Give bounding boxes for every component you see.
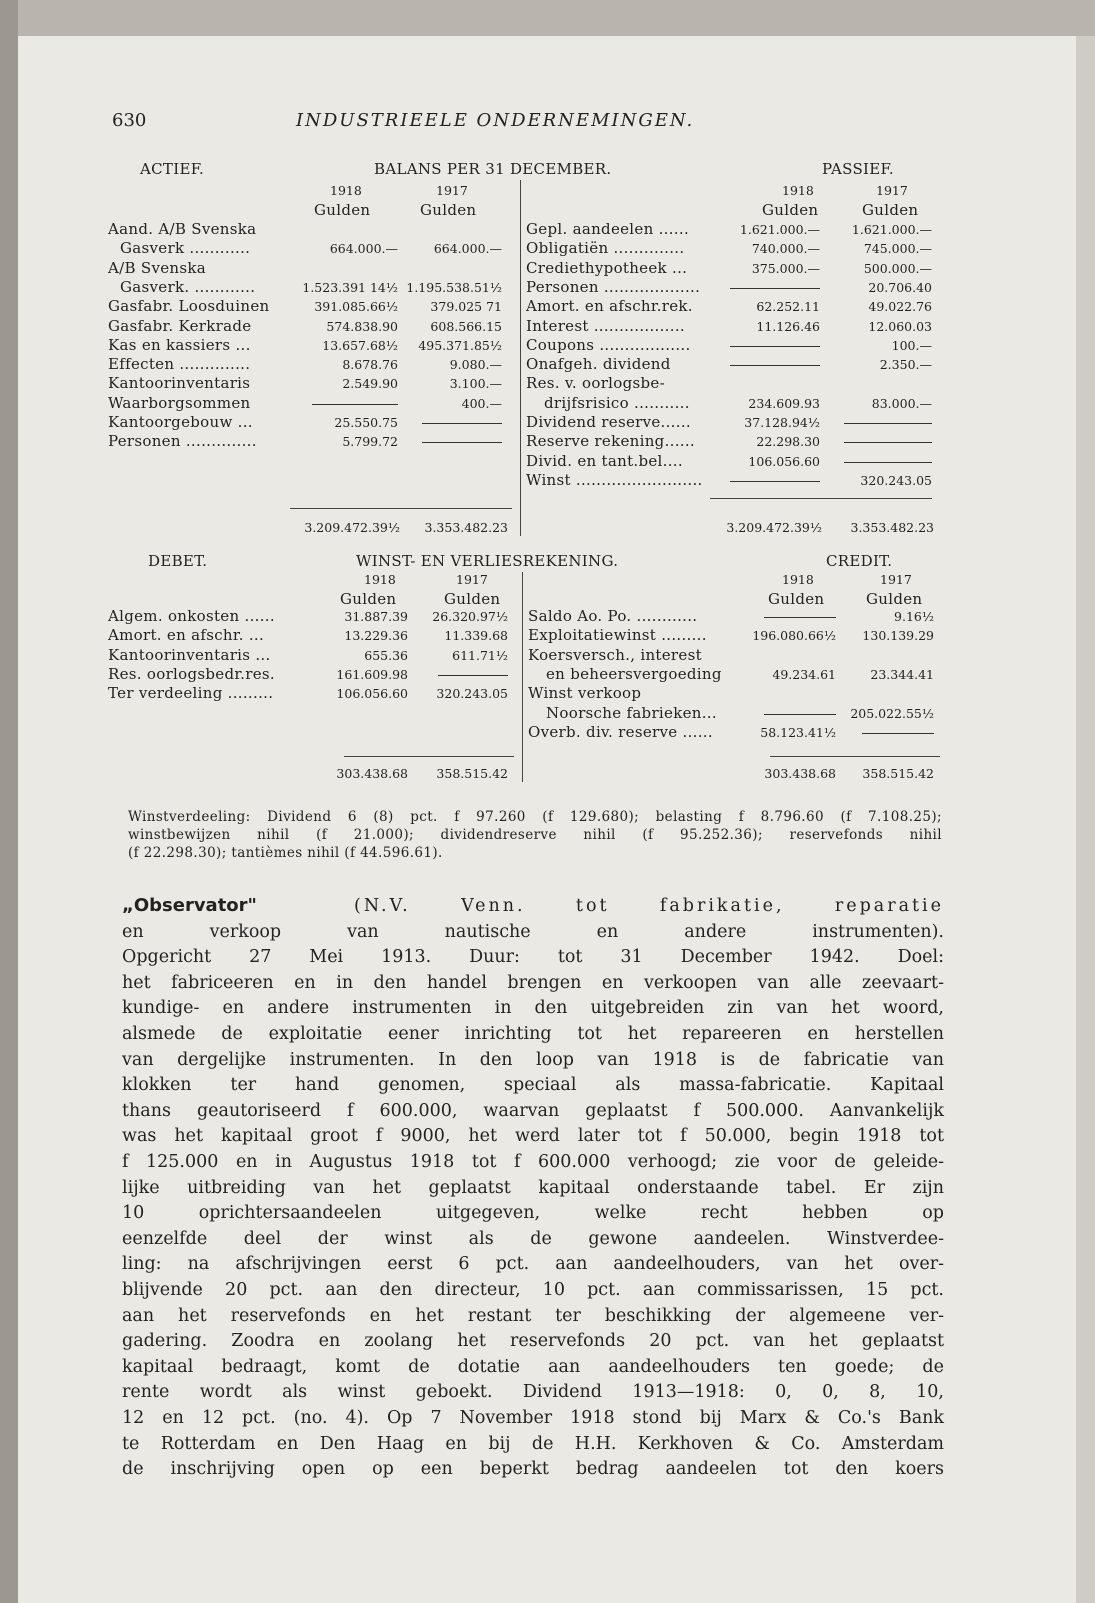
credit-row-label: Winst verkoop (528, 684, 642, 703)
empty-dash (764, 714, 836, 715)
body-line: de inschrijving open op een beperkt bedrag aandeelen tot den koers (122, 1459, 944, 1480)
passief-row-value-1917: 500.000.— (863, 260, 932, 276)
passief-row-label: Personen ................... (526, 277, 701, 296)
debet-label: DEBET. (148, 552, 208, 570)
passief-row-value-1918: 11.126.46 (756, 318, 820, 334)
actief-row-value-1918: 5.799.72 (342, 434, 398, 450)
debet-row-value-1917: 11.339.68 (444, 628, 508, 644)
debet-unit-1917: Gulden (444, 590, 501, 608)
actief-row-label: Effecten .............. (108, 355, 251, 374)
body-line: lijke uitbreiding van het geplaatst kapitaal onderstaande tabel. Er zijn (122, 1177, 944, 1198)
actief-row-value-1917: 495.371.85½ (418, 337, 502, 353)
empty-dash (730, 365, 820, 366)
credit-row-value-1918: 196.080.66½ (752, 628, 836, 644)
passief-year-1917: 1917 (876, 183, 908, 198)
debet-row-label: Ter verdeeling ......... (108, 684, 274, 703)
debet-row-value-1917: 26.320.97½ (432, 609, 508, 624)
credit-row-label: Overb. div. reserve ...... (528, 722, 713, 741)
company-name: „Observator" (122, 895, 257, 916)
actief-year-1918: 1918 (330, 183, 362, 198)
debet-row-label: Algem. onkosten ...... (108, 607, 275, 625)
debet-total-1918: 303.438.68 (336, 766, 408, 781)
actief-row-value-1918: 1.523.391 14½ (302, 279, 398, 295)
passief-row-label: drijfsrisico ........... (544, 393, 690, 412)
actief-row-value-1917: 1.195.538.51½ (406, 279, 502, 295)
credit-row-label: Koersversch., interest (528, 645, 702, 664)
actief-row-value-1917: 400.— (461, 395, 502, 411)
body-line: 10 oprichtersaandeelen uitgegeven, welke recht hebben op (122, 1203, 944, 1224)
passief-row-value-1917: 2.350.— (879, 357, 932, 373)
credit-row-value-1918 (744, 609, 836, 624)
actief-row-label: Gasfabr. Kerkrade (108, 316, 252, 335)
empty-dash (730, 481, 820, 482)
credit-unit-1918: Gulden (768, 590, 825, 608)
credit-row-label: en beheersvergoeding (546, 664, 722, 683)
actief-row-value-1917: 3.100.— (449, 376, 502, 392)
actief-row-value-1918: 664.000.— (329, 241, 398, 257)
body-line: thans geautoriseerd f 600.000, waarvan geplaatst f 500.000. Aanvankelijk (122, 1100, 944, 1121)
actief-year-1917: 1917 (436, 183, 468, 198)
body-line: was het kapitaal groot f 9000, het werd later tot f 50.000, begin 1918 tot (122, 1126, 944, 1147)
body-line: kundige- en andere instrumenten in den uitgebreiden zin van het woord, (122, 998, 944, 1019)
debet-row-label: Kantoorinventaris ... (108, 645, 271, 664)
debet-year-1918: 1918 (364, 572, 396, 587)
actief-total-rule (290, 508, 512, 509)
credit-total-1917: 358.515.42 (862, 766, 934, 781)
credit-total-1918: 303.438.68 (764, 766, 836, 781)
balance-divider (520, 180, 521, 536)
empty-dash (730, 346, 820, 347)
actief-label: ACTIEF. (140, 160, 205, 178)
actief-row-value-1918: 13.657.68½ (322, 337, 398, 353)
passief-row-value-1918 (710, 338, 820, 353)
actief-row-label: Personen .............. (108, 432, 257, 451)
passief-row-value-1918: 37.128.94½ (744, 415, 820, 430)
actief-unit-1918: Gulden (314, 201, 371, 219)
passief-row-value-1917: 100.— (891, 337, 932, 353)
credit-row-value-1917: 23.344.41 (870, 666, 934, 682)
debet-row-label: Amort. en afschr. ... (108, 626, 265, 645)
body-line: kapitaal bedraagt, komt de dotatie aan aandeelhouders ten goede; de (122, 1356, 944, 1377)
body-line: blijvende 20 pct. aan den directeur, 10 pct. aan commissarissen, 15 pct. (122, 1280, 944, 1300)
body-line: aan het reservefonds en het restant ter beschikking der algemeene ver- (122, 1305, 944, 1326)
empty-dash (844, 462, 932, 463)
actief-row-label: A/B Svenska (108, 258, 206, 277)
passief-total-1918: 3.209.472.39½ (726, 520, 822, 535)
passief-row-value-1918: 62.252.11 (756, 299, 820, 315)
empty-dash (844, 423, 932, 424)
body-line: rente wordt als winst geboekt. Dividend 1913—1918: 0, 0, 8, 10, (122, 1382, 944, 1403)
actief-row-value-1918: 8.678.76 (342, 357, 398, 373)
body-line: eenzelfde deel der winst als de gewone aandeelen. Winstverdee- (122, 1228, 944, 1249)
debet-total-1917: 358.515.42 (436, 766, 508, 781)
actief-row-value-1918: 391.085.66½ (314, 299, 398, 315)
passief-row-value-1917: 745.000.— (863, 241, 932, 257)
credit-row-value-1917: 9.16½ (894, 609, 934, 624)
passief-row-value-1917 (824, 434, 932, 449)
actief-row-value-1917 (402, 434, 502, 449)
empty-dash (422, 423, 502, 424)
body-line: het fabriceeren en in den handel brengen en verkoopen van alle zeevaart- (122, 972, 944, 993)
debet-row-value-1917: 320.243.05 (436, 686, 508, 702)
body-line: ling: na afschrijvingen eerst 6 pct. aan aandeelhouders, van het over- (122, 1254, 944, 1275)
debet-row-value-1918: 106.056.60 (336, 686, 408, 702)
actief-row-label: Kantoorinventaris (108, 374, 251, 393)
actief-row-value-1918 (292, 396, 398, 411)
passief-row-value-1917: 1.621.000.— (851, 222, 932, 237)
debet-row-value-1918: 13.229.36 (344, 628, 408, 644)
body-line: van dergelijke instrumenten. In den loop van 1918 is de fabricatie van (122, 1049, 944, 1070)
passief-row-value-1918: 740.000.— (751, 241, 820, 257)
debet-row-label: Res. oorlogsbedr.res. (108, 664, 275, 683)
debet-row-value-1918: 161.609.98 (336, 666, 408, 682)
passief-row-value-1917 (824, 415, 932, 430)
body-line: Opgericht 27 Mei 1913. Duur: tot 31 December 1942. Doel: (122, 947, 944, 968)
passief-row-value-1918: 234.609.93 (748, 395, 820, 411)
actief-row-value-1918: 25.550.75 (334, 415, 398, 430)
body-line: te Rotterdam en Den Haag en bij de H.H. Kerkhoven & Co. Amsterdam (122, 1433, 944, 1454)
actief-row-label: Kantoorgebouw ... (108, 413, 253, 431)
credit-year-1917: 1917 (880, 572, 912, 587)
credit-row-value-1918 (744, 706, 836, 721)
note-line: winstbewijzen nihil (f 21.000); dividendreserve nihil (f 95.252.36); reservefonds nihil (128, 827, 942, 843)
balance-title: BALANS PER 31 DECEMBER. (374, 160, 612, 178)
passief-row-label: Dividend reserve...... (526, 413, 691, 431)
credit-row-label: Noorsche fabrieken... (546, 703, 717, 722)
body-line: klokken ter hand genomen, speciaal als massa-fabricatie. Kapitaal (122, 1075, 944, 1096)
actief-row-label: Gasfabr. Loosduinen (108, 297, 270, 316)
debet-row-value-1918: 655.36 (364, 647, 408, 663)
credit-label: CREDIT. (826, 552, 893, 570)
actief-total-1917: 3.353.482.23 (424, 520, 508, 535)
empty-dash (764, 617, 836, 618)
empty-dash (422, 442, 502, 443)
credit-row-value-1917 (842, 725, 934, 740)
passief-unit-1917: Gulden (862, 201, 919, 219)
passief-total-rule (710, 498, 932, 499)
passief-row-label: Interest .................. (526, 316, 685, 335)
actief-row-label: Gasverk. ............ (120, 277, 256, 296)
actief-row-label: Waarborgsommen (108, 393, 251, 412)
debet-unit-1918: Gulden (340, 590, 397, 608)
credit-year-1918: 1918 (782, 572, 814, 587)
actief-total-1918: 3.209.472.39½ (304, 520, 400, 535)
actief-row-value-1918: 2.549.90 (342, 376, 398, 392)
credit-unit-1917: Gulden (866, 590, 923, 608)
passief-row-value-1918: 1.621.000.— (739, 222, 820, 237)
passief-row-label: Obligatiën .............. (526, 239, 685, 258)
passief-row-value-1917: 20.706.40 (868, 279, 932, 295)
passief-total-1917: 3.353.482.23 (850, 520, 934, 535)
actief-row-label: Aand. A/B Svenska (108, 220, 257, 238)
credit-row-value-1918: 49.234.61 (772, 666, 836, 682)
credit-row-label: Saldo Ao. Po. ............ (528, 607, 698, 625)
credit-row-value-1917: 130.139.29 (862, 628, 934, 644)
body-line: en verkoop van nautische en andere instrumenten). (122, 921, 944, 942)
passief-row-value-1917: 320.243.05 (860, 472, 932, 488)
actief-row-value-1918: 574.838.90 (326, 318, 398, 334)
passief-row-value-1918 (710, 473, 820, 488)
actief-unit-1917: Gulden (420, 201, 477, 219)
passief-row-value-1918 (710, 357, 820, 372)
debet-year-1917: 1917 (456, 572, 488, 587)
debet-row-value-1917 (418, 667, 508, 682)
empty-dash (862, 733, 934, 734)
empty-dash (438, 675, 508, 676)
passief-row-label: Divid. en tant.bel.... (526, 451, 683, 470)
passief-row-label: Crediethypotheek ... (526, 258, 688, 277)
passief-row-value-1917: 12.060.03 (868, 318, 932, 334)
passief-row-label: Amort. en afschr.rek. (526, 297, 693, 316)
passief-label: PASSIEF. (822, 160, 894, 178)
actief-row-label: Gasverk ............ (120, 239, 251, 258)
passief-row-value-1918 (710, 280, 820, 295)
debet-row-value-1917: 611.71½ (452, 647, 508, 663)
credit-row-label: Exploitatiewinst ......... (528, 626, 707, 645)
credit-row-value-1917: 205.022.55½ (850, 705, 934, 721)
actief-row-value-1917: 9.080.— (449, 357, 502, 373)
passief-row-value-1917 (824, 454, 932, 469)
note-line: (f 22.298.30); tantièmes nihil (f 44.596.61). (128, 845, 443, 861)
passief-row-value-1918: 22.298.30 (756, 434, 820, 450)
passief-row-label: Reserve rekening...... (526, 432, 695, 451)
credit-total-rule (770, 756, 940, 757)
credit-row-value-1918: 58.123.41½ (760, 724, 836, 740)
actief-row-value-1917: 664.000.— (433, 241, 502, 257)
scan-top-strip (0, 0, 1095, 36)
empty-dash (312, 404, 398, 405)
actief-row-label: Kas en kassiers ... (108, 335, 251, 354)
body-line: gadering. Zoodra en zoolang het reservefonds 20 pct. van het geplaatst (122, 1331, 944, 1352)
passief-row-label: Coupons .................. (526, 335, 691, 354)
passief-row-label: Gepl. aandeelen ...... (526, 220, 690, 238)
scan-binding-edge (0, 0, 18, 1603)
passief-row-label: Res. v. oorlogsbe- (526, 374, 665, 393)
empty-dash (730, 288, 820, 289)
empty-dash (844, 442, 932, 443)
body-line: alsmede de exploitatie eener inrichting tot het repareeren en herstellen (122, 1024, 944, 1044)
passief-row-label: Winst ......................... (526, 470, 703, 489)
passief-row-value-1917: 83.000.— (871, 395, 932, 411)
body-line: f 125.000 en in Augustus 1918 tot f 600.000 verhoogd; zie voor de geleide- (122, 1152, 944, 1172)
passief-row-value-1918: 106.056.60 (748, 453, 820, 469)
passief-year-1918: 1918 (782, 183, 814, 198)
passief-unit-1918: Gulden (762, 201, 819, 219)
profit-loss-title: WINST- EN VERLIESREKENING. (356, 552, 619, 570)
passief-row-value-1918: 375.000.— (751, 260, 820, 276)
debet-row-value-1918: 31.887.39 (344, 609, 408, 624)
debet-total-rule (344, 756, 514, 757)
profit-loss-divider (522, 572, 523, 782)
note-line: Winstverdeeling: Dividend 6 (8) pct. f 97.260 (f 129.680); belasting f 8.796.60 (f 7.108.25); (128, 809, 942, 825)
page-number: 630 (112, 110, 147, 131)
page-title: INDUSTRIEELE ONDERNEMINGEN. (296, 110, 695, 131)
passief-row-label: Onafgeh. dividend (526, 355, 671, 374)
passief-row-value-1917: 49.022.76 (868, 299, 932, 315)
body-line: (N.V. Venn. tot fabrikatie, reparatie (354, 896, 944, 916)
body-line: 12 en 12 pct. (no. 4). Op 7 November 1918 stond bij Marx & Co.'s Bank (122, 1408, 944, 1428)
actief-row-value-1917 (402, 415, 502, 430)
actief-row-value-1917: 608.566.15 (430, 318, 502, 334)
actief-row-value-1917: 379.025 71 (430, 299, 502, 315)
